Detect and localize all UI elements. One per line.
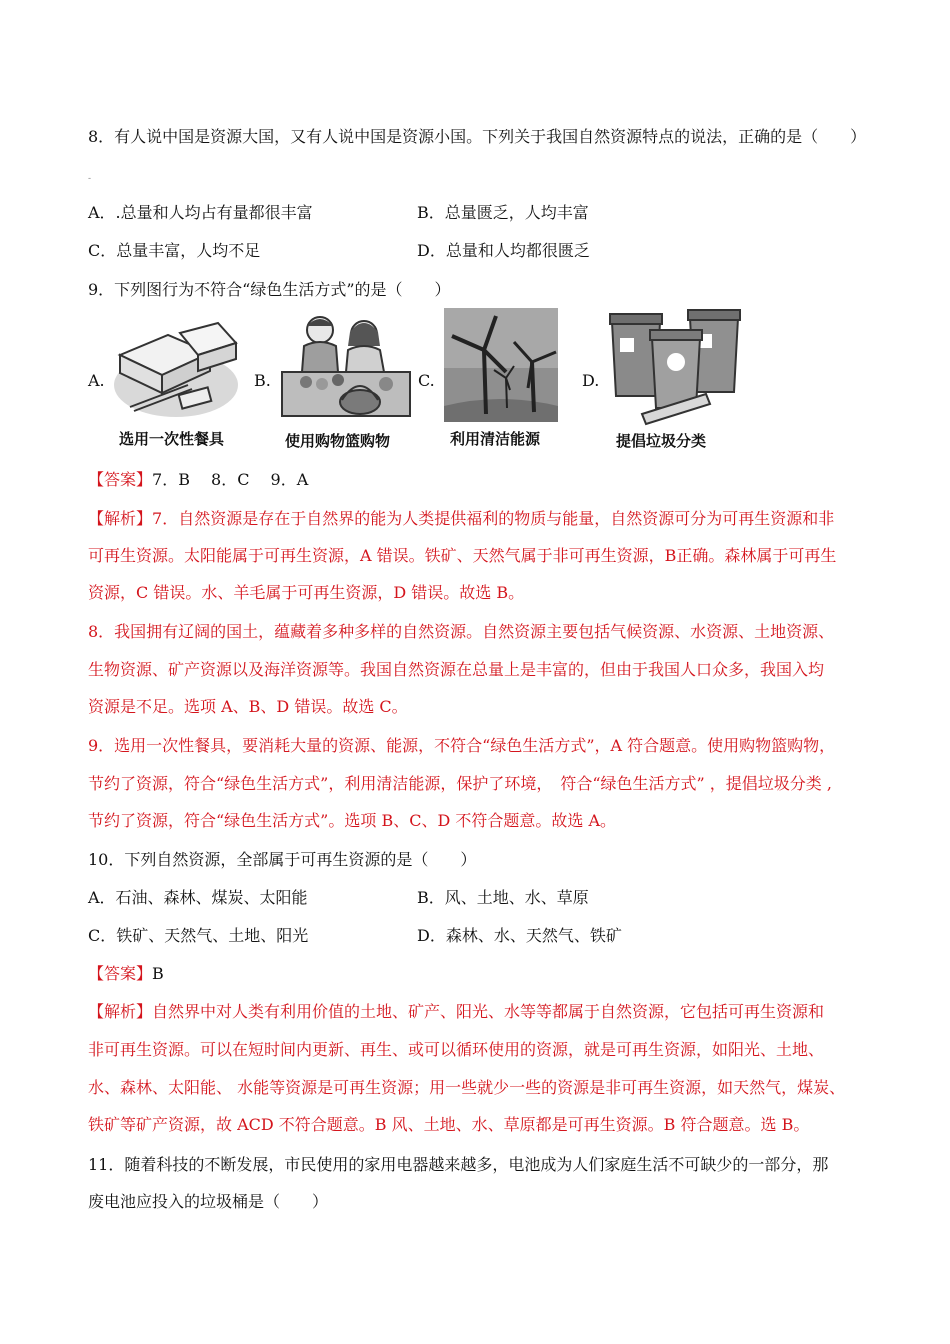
q8-stem: 8．有人说中国是资源大国，又有人说中国是资源小国。下列关于我国自然资源特点的说法，正确的是（ ） xyxy=(88,127,867,146)
wind-turbine-icon xyxy=(444,308,558,422)
q9-option-a-caption: 选用一次性餐具 xyxy=(119,430,225,448)
paragraph-mark: - xyxy=(88,174,92,184)
q10-option-d: D．森林、水、天然气、铁矿 xyxy=(417,926,622,945)
analysis-9-line-2: 节约了资源，符合“绿色生活方式”，利用清洁能源，保护了环境， 符合“绿色生活方式” ，提倡垃圾分类 , xyxy=(88,774,832,793)
analysis-9-line-1: 9．选用一次性餐具，要消耗大量的资源、能源，不符合“绿色生活方式”，A 符合题意。使用购物篮购物， xyxy=(88,736,836,755)
analysis-label: 【解析】 xyxy=(88,1002,153,1021)
analysis-8-line-1: 8．我国拥有辽阔的国土，蕴藏着多种多样的自然资源。自然资源主要包括气候资源、水资源、土地资源、 xyxy=(88,622,835,641)
analysis-10-line-4: 铁矿等矿产资源，故 ACD 不符合题意。B 风、土地、水、草原都是可再生资源。B 符合题意。选 B。 xyxy=(88,1115,810,1134)
q9-option-b-caption: 使用购物篮购物 xyxy=(285,432,391,450)
analysis-10-line-3: 水、森林、太阳能、 水能等资源是可再生资源；用一些就少一些的资源是非可再生资源，如天然气，煤炭、 xyxy=(88,1078,846,1097)
q9-option-c-letter: C. xyxy=(418,371,435,390)
answer-label: 【答案】 xyxy=(88,470,153,489)
q8-option-d: D．总量和人均都很匮乏 xyxy=(417,241,590,260)
q10-option-a: A．石油、森林、煤炭、太阳能 xyxy=(88,888,308,907)
analysis-8-line-3: 资源是不足。选项 A、B、D 错误。故选 C。 xyxy=(88,697,408,716)
answer-label: 【答案】 xyxy=(88,964,153,983)
q10-option-c: C．铁矿、天然气、土地、阳光 xyxy=(88,926,309,945)
q8-option-a: A．.总量和人均占有量都很丰富 xyxy=(88,203,313,222)
analysis-8-line-2: 生物资源、矿产资源以及海洋资源等。我国自然资源在总量上是丰富的，但由于我国人口众多，我国入均 xyxy=(88,660,825,679)
q10-stem: 10．下列自然资源，全部属于可再生资源的是（ ） xyxy=(88,850,477,869)
analysis-label: 【解析】 xyxy=(88,509,153,528)
answer-10 xyxy=(88,961,164,984)
q9-option-d-letter: D. xyxy=(582,371,600,390)
q9-option-c-caption: 利用清洁能源 xyxy=(450,430,541,448)
analysis-9-line-3: 节约了资源，符合“绿色生活方式”。选项 B、C、D 不符合题意。故选 A。 xyxy=(88,811,617,830)
analysis-7-line-1 xyxy=(88,506,834,529)
analysis-7-text: 7．自然资源是存在于自然界的能为人类提供福利的物质与能量，自然资源可分为可再生资源和非 xyxy=(152,509,835,528)
analysis-10-line-1 xyxy=(88,999,824,1022)
q11-line-1: 11．随着科技的不断发展，市民使用的家用电器越来越多，电池成为人们家庭生活不可缺少的一部分，那 xyxy=(88,1155,829,1174)
answer-text: B xyxy=(152,964,164,983)
answer-text: 7．B 8．C 9．A xyxy=(152,470,309,489)
q8-option-c: C．总量丰富，人均不足 xyxy=(88,241,261,260)
q9-option-b-letter: B. xyxy=(254,371,271,390)
q11-line-2: 废电池应投入的垃圾桶是（ ） xyxy=(88,1192,329,1211)
analysis-7-line-2: 可再生资源。太阳能属于可再生资源，A 错误。铁矿、天然气属于非可再生资源，B正确。森林属于可再生 xyxy=(88,546,837,565)
q8-option-b: B．总量匮乏，人均丰富 xyxy=(417,203,589,222)
analysis-10-text: 自然界中对人类有利用价值的土地、矿产、阳光、水等等都属于自然资源，它包括可再生资源和 xyxy=(152,1002,825,1021)
q9-option-a-letter: A. xyxy=(88,371,105,390)
sorted-trash-bins-icon xyxy=(606,308,744,426)
q9-option-d-caption: 提倡垃圾分类 xyxy=(616,432,707,450)
disposable-tableware-icon xyxy=(110,315,242,425)
shopping-basket-icon xyxy=(276,310,416,425)
q10-option-b: B．风、土地、水、草原 xyxy=(417,888,589,907)
analysis-10-line-2: 非可再生资源。可以在短时间内更新、再生、或可以循环使用的资源，就是可再生资源，如阳光、土地、 xyxy=(88,1040,825,1059)
answer-7-9 xyxy=(88,467,308,490)
analysis-7-line-3: 资源，C 错误。水、羊毛属于可再生资源，D 错误。故选 B。 xyxy=(88,583,525,602)
q9-stem: 9．下列图行为不符合“绿色生活方式”的是（ ） xyxy=(88,280,451,299)
